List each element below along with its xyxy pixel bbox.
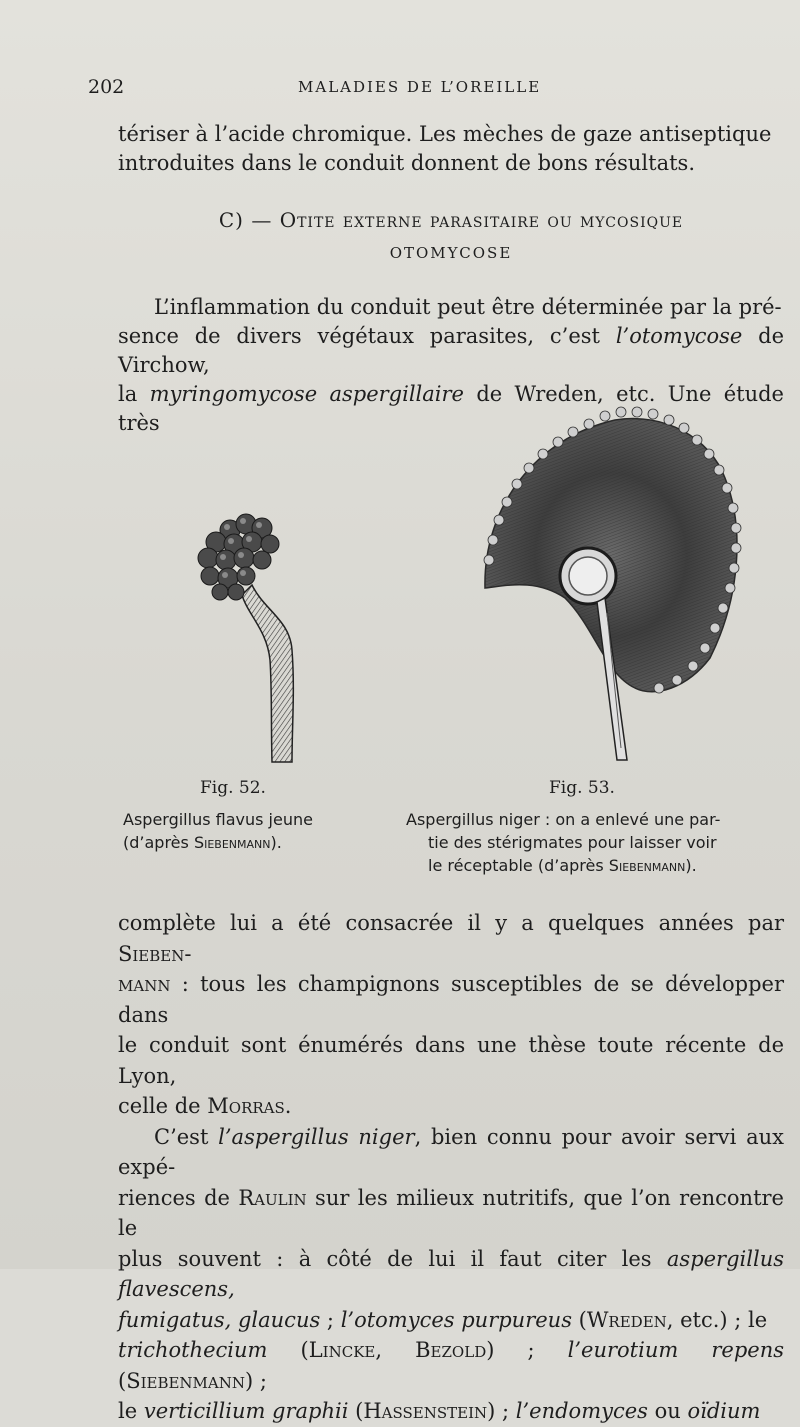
text-line: la myringomycose aspergillaire de Wreden, etc. Une étude très xyxy=(118,382,784,435)
text-line: L’inflammation du conduit peut être déterminée par la pré- xyxy=(154,295,782,319)
section-subtitle: OTOMYCOSE xyxy=(389,244,513,262)
body-paragraphs xyxy=(118,908,784,1427)
text-line: mann : tous les champignons susceptibles de se développer dans xyxy=(118,972,784,1027)
text-line: complète lui a été consacrée il y a quelques années par Sieben- xyxy=(118,911,784,966)
section-title: C) — Otite externe parasitaire ou mycosique xyxy=(218,208,684,232)
text-line: le verticillium graphii (Hassenstein) ; l’endomyces ou oïdium xyxy=(118,1399,761,1423)
caption-line: Aspergillus flavus jeune xyxy=(123,810,313,829)
caption-line: tie des stérigmates pour laisser voir xyxy=(428,833,717,852)
figure-53-label: Fig. 53. xyxy=(549,778,615,798)
aspergillus-flavus-illustration xyxy=(160,500,330,770)
figure-52-label: Fig. 52. xyxy=(200,778,266,798)
text-line: fumigatus, glaucus ; l’otomyces purpureus (Wreden, etc.) ; le xyxy=(118,1307,768,1332)
figure-53-caption xyxy=(406,808,776,877)
text-line: riences de Raulin sur les milieux nutritifs, que l’on rencontre le xyxy=(118,1185,784,1240)
top-paragraph xyxy=(118,120,784,178)
caption-line: le réceptable (d’après Siebenmann). xyxy=(428,856,697,875)
caption-line: (d’après Siebenmann). xyxy=(123,833,282,852)
text-line: le conduit sont énumérés dans une thèse toute récente de Lyon, xyxy=(118,1033,784,1088)
text-line: C’est l’aspergillus niger, bien connu pour avoir servi aux expé- xyxy=(118,1124,785,1179)
text-line: introduites dans le conduit donnent de bons résultats. xyxy=(118,151,695,175)
running-head xyxy=(0,76,800,106)
figure-52-caption xyxy=(123,808,378,854)
text-line: celle de Morras. xyxy=(118,1094,292,1118)
text-line: plus souvent : à côté de lui il faut citer les aspergillus flavescens, xyxy=(118,1246,784,1301)
caption-line: Aspergillus niger : on a enlevé une par- xyxy=(406,810,721,829)
text-line: tériser à l’acide chromique. Les mèches de gaze antiseptique xyxy=(118,122,772,146)
page-number: 202 xyxy=(88,76,125,98)
aspergillus-niger-illustration xyxy=(455,398,755,768)
text-line: trichothecium (Lincke, Bezold) ; l’eurotium repens (Siebenmann) ; xyxy=(118,1338,784,1393)
section-heading xyxy=(118,208,784,262)
text-line: sence de divers végétaux parasites, c’est l’otomycose de Virchow, xyxy=(118,324,785,377)
running-title: MALADIES DE L’OREILLE xyxy=(298,78,542,96)
